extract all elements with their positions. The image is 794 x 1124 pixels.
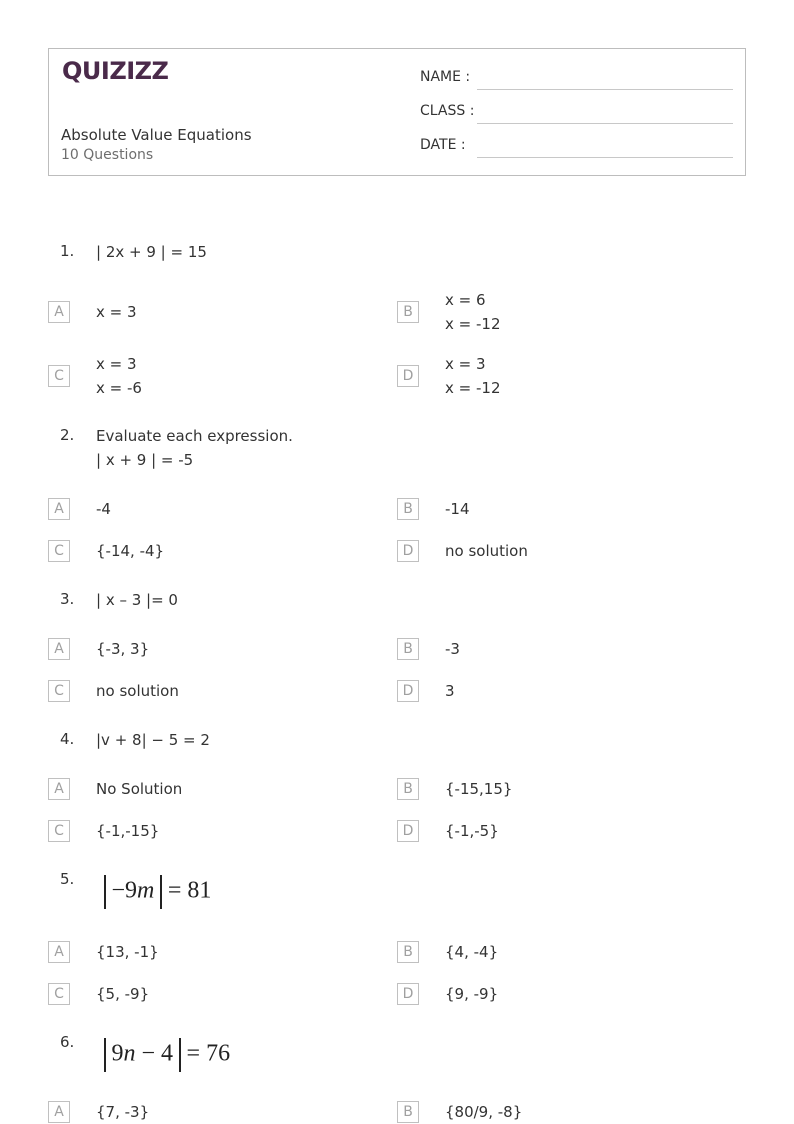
option-d-text: 3 xyxy=(445,682,455,700)
question-text: Evaluate each expression. xyxy=(96,427,293,445)
option-c-text: {-1,-15} xyxy=(96,822,160,840)
option-b-text: -3 xyxy=(445,640,460,658)
option-b-text: {80/9, -8} xyxy=(445,1103,523,1121)
name-label: NAME : xyxy=(420,69,471,85)
question-text: | 2x + 9 | = 15 xyxy=(96,243,207,261)
option-c-box[interactable]: C xyxy=(48,983,70,1005)
option-a-text: -4 xyxy=(96,500,111,518)
abs-bar-left xyxy=(104,1038,106,1072)
option-a-text: {-3, 3} xyxy=(96,640,150,658)
option-c-box[interactable]: C xyxy=(48,680,70,702)
option-d-box[interactable]: D xyxy=(397,983,419,1005)
question-math-equation xyxy=(98,875,211,909)
abs-bar-right xyxy=(160,875,162,909)
option-a-box[interactable]: A xyxy=(48,1101,70,1123)
question-number: 5. xyxy=(60,870,75,888)
option-a-text: {13, -1} xyxy=(96,943,159,961)
class-label: CLASS : xyxy=(420,103,475,119)
question-number: 3. xyxy=(60,590,75,608)
option-d-text-line2: x = -12 xyxy=(445,379,501,397)
option-d-text: {-1,-5} xyxy=(445,822,499,840)
question-text: | x – 3 |= 0 xyxy=(96,591,178,609)
option-c-box[interactable]: C xyxy=(48,820,70,842)
math-coefficient: 9 xyxy=(111,1040,124,1067)
question-math-equation xyxy=(98,1038,230,1072)
name-field[interactable] xyxy=(477,89,733,90)
option-d-text: no solution xyxy=(445,542,528,560)
question-text: |v + 8| − 5 = 2 xyxy=(96,731,210,749)
option-d-text: {9, -9} xyxy=(445,985,499,1003)
option-c-text: {-14, -4} xyxy=(96,542,165,560)
question-number: 4. xyxy=(60,730,75,748)
option-d-box[interactable]: D xyxy=(397,820,419,842)
worksheet-header xyxy=(48,48,746,176)
option-c-text: {5, -9} xyxy=(96,985,150,1003)
option-b-box[interactable]: B xyxy=(397,941,419,963)
option-a-box[interactable]: A xyxy=(48,498,70,520)
math-variable: m xyxy=(137,877,155,904)
option-b-box[interactable]: B xyxy=(397,498,419,520)
option-b-text: -14 xyxy=(445,500,470,518)
option-b-text: {4, -4} xyxy=(445,943,499,961)
option-a-text: x = 3 xyxy=(96,303,137,321)
option-a-box[interactable]: A xyxy=(48,778,70,800)
question-count: 10 Questions xyxy=(61,147,154,163)
option-b-box[interactable]: B xyxy=(397,638,419,660)
question-number: 6. xyxy=(60,1033,75,1051)
math-coefficient: −9 xyxy=(111,877,138,904)
question-number: 1. xyxy=(60,242,75,260)
option-d-box[interactable]: D xyxy=(397,540,419,562)
date-field[interactable] xyxy=(477,157,733,158)
option-d-box[interactable]: D xyxy=(397,680,419,702)
math-rhs: = 81 xyxy=(167,877,212,904)
question-text-line2: | x + 9 | = -5 xyxy=(96,451,194,469)
option-b-box[interactable]: B xyxy=(397,778,419,800)
date-label: DATE : xyxy=(420,137,466,153)
option-c-box[interactable]: C xyxy=(48,540,70,562)
quizizz-logo: QUIZIZZ xyxy=(62,57,169,85)
option-a-text: {7, -3} xyxy=(96,1103,150,1121)
option-b-text: x = 6 xyxy=(445,291,486,309)
option-b-box[interactable]: B xyxy=(397,301,419,323)
abs-bar-left xyxy=(104,875,106,909)
option-d-text: x = 3 xyxy=(445,355,486,373)
class-field[interactable] xyxy=(477,123,733,124)
question-number: 2. xyxy=(60,426,75,444)
option-a-text: No Solution xyxy=(96,780,183,798)
math-variable: n xyxy=(123,1040,136,1067)
abs-bar-right xyxy=(179,1038,181,1072)
option-b-text: {-15,15} xyxy=(445,780,513,798)
option-a-box[interactable]: A xyxy=(48,301,70,323)
math-constant: − 4 xyxy=(135,1040,174,1067)
option-c-text: x = 3 xyxy=(96,355,137,373)
option-c-text-line2: x = -6 xyxy=(96,379,142,397)
option-a-box[interactable]: A xyxy=(48,638,70,660)
worksheet-title: Absolute Value Equations xyxy=(61,126,252,144)
option-d-box[interactable]: D xyxy=(397,365,419,387)
math-rhs: = 76 xyxy=(186,1040,231,1067)
option-b-box[interactable]: B xyxy=(397,1101,419,1123)
option-c-text: no solution xyxy=(96,682,179,700)
option-a-box[interactable]: A xyxy=(48,941,70,963)
option-b-text-line2: x = -12 xyxy=(445,315,501,333)
option-c-box[interactable]: C xyxy=(48,365,70,387)
